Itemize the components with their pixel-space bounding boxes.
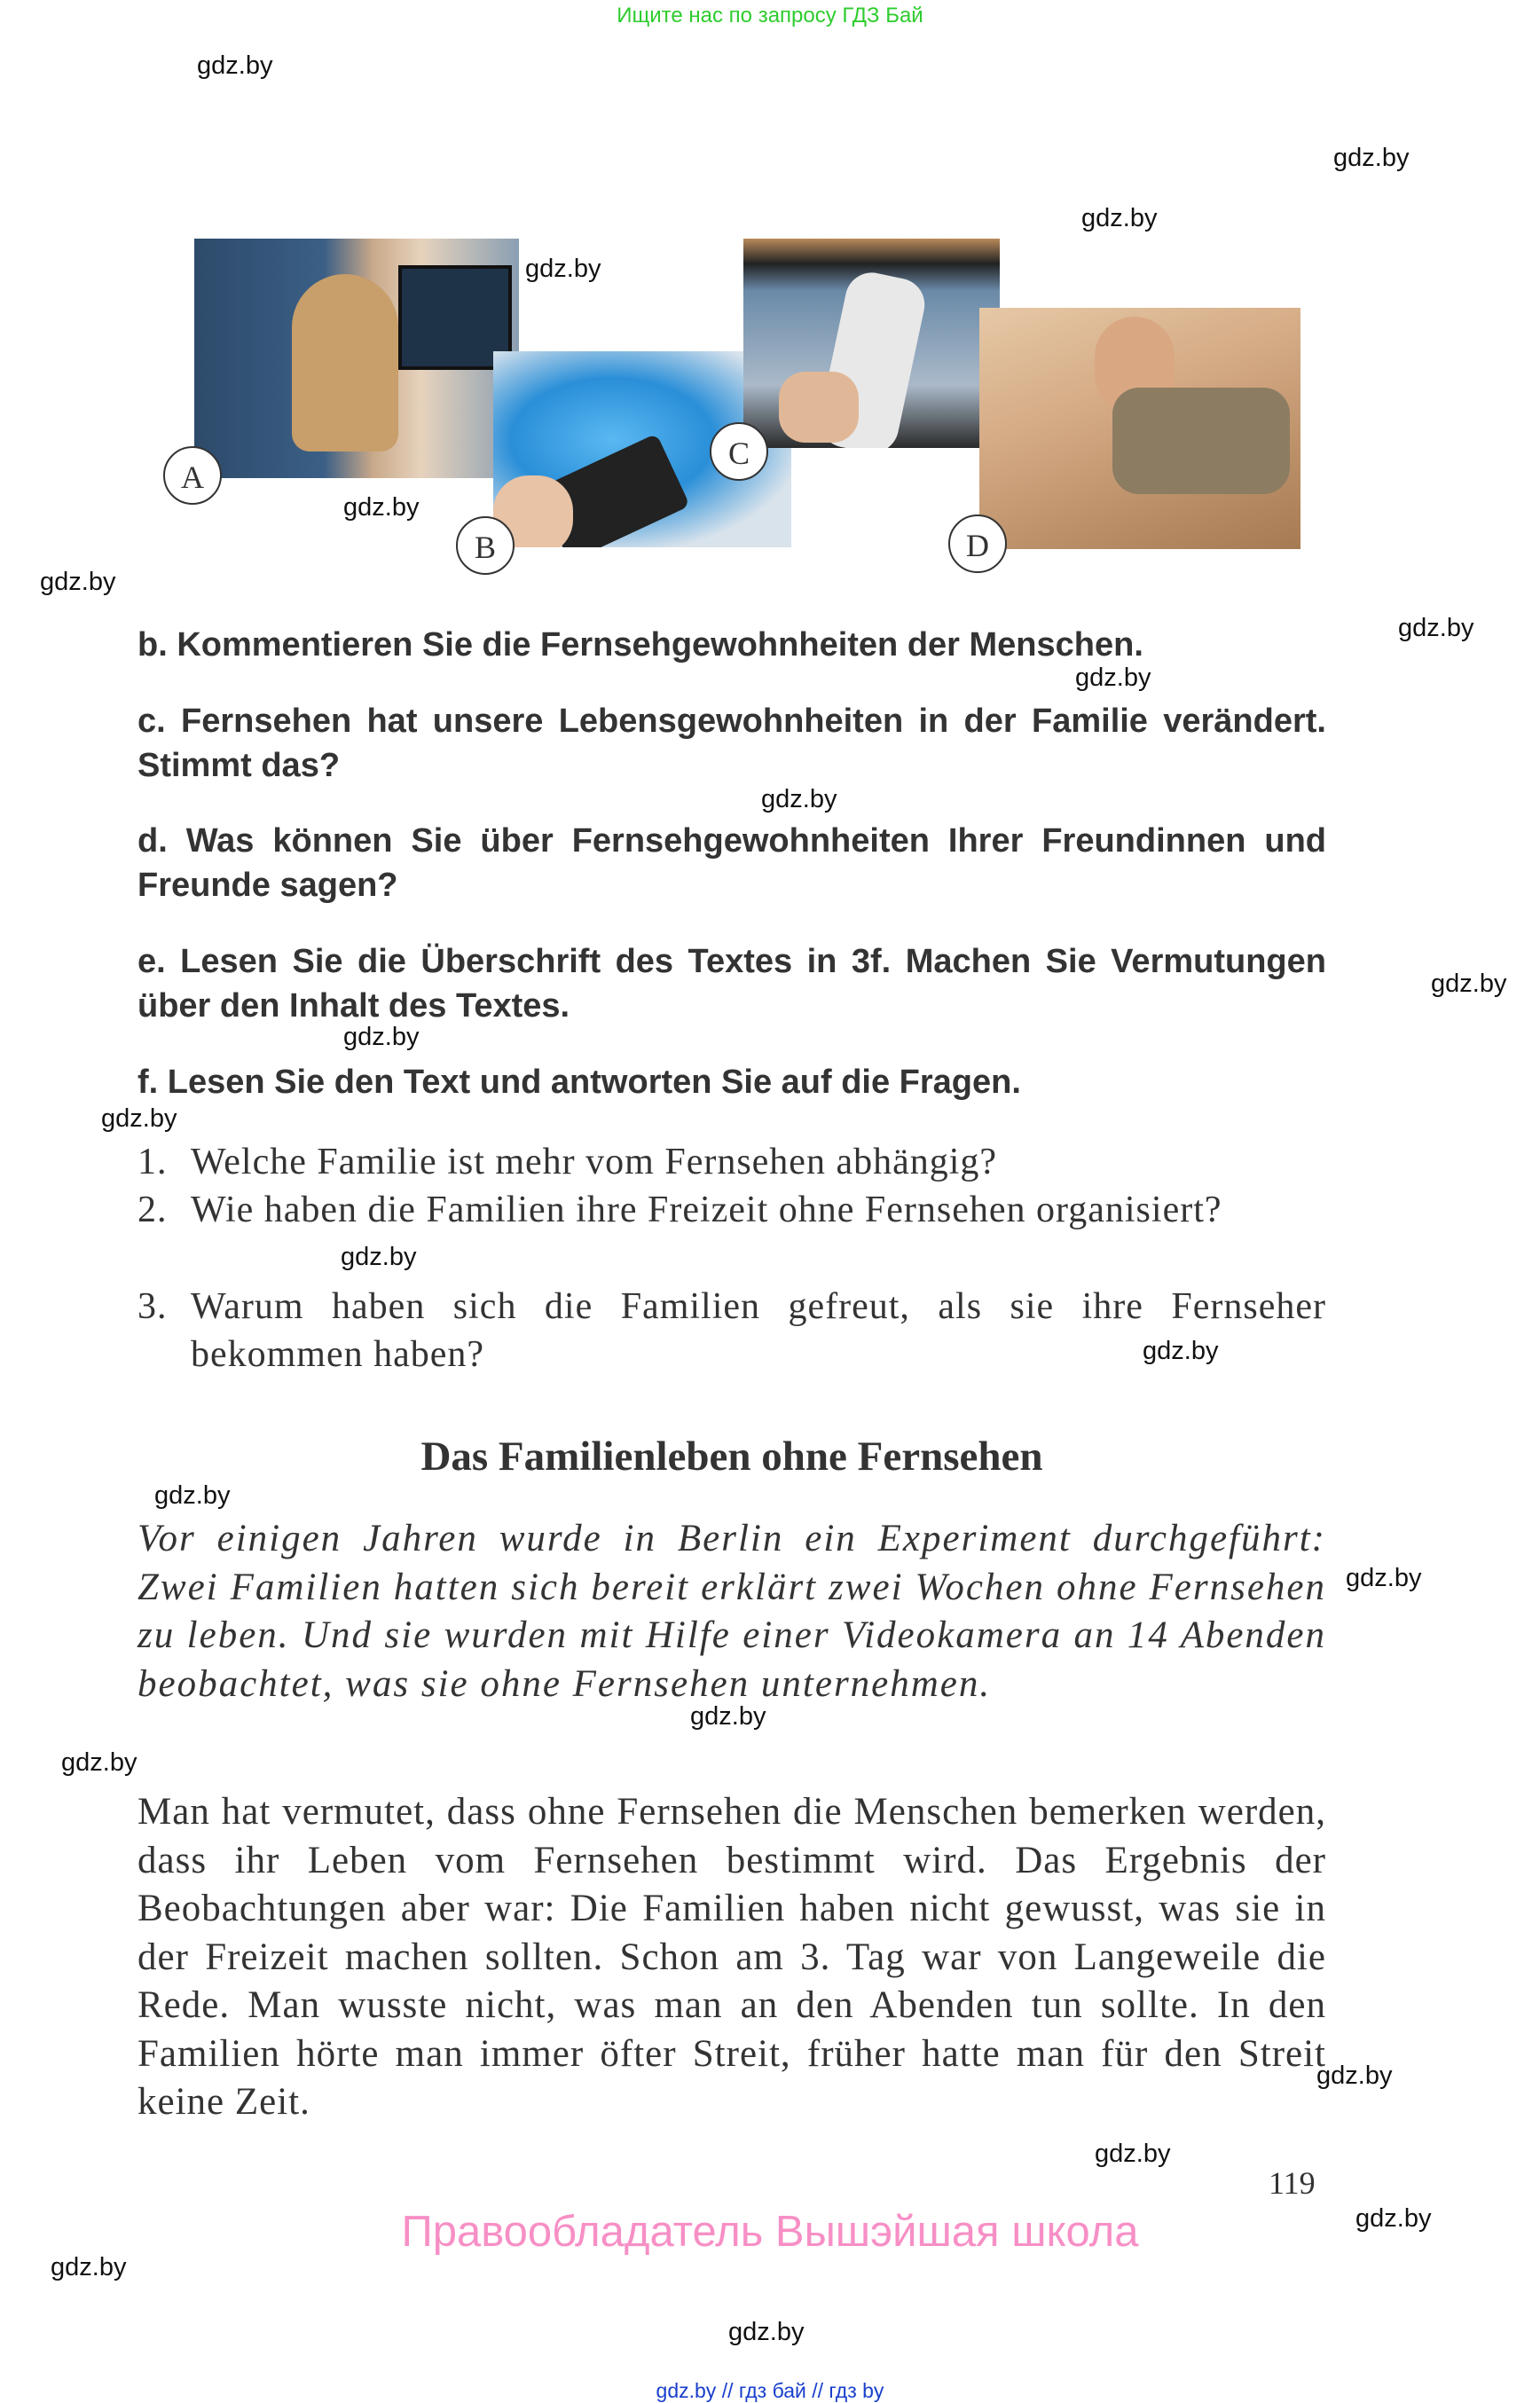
watermark: gdz.by [761, 785, 837, 813]
photo-d-man-sleeping [979, 308, 1300, 549]
image-label-a: A [163, 446, 222, 505]
watermark: gdz.by [101, 1104, 177, 1133]
watermark: gdz.by [1398, 614, 1474, 642]
footer-links[interactable]: gdz.by // гдз бай // гдз by [656, 2379, 884, 2402]
watermark: gdz.by [40, 568, 116, 596]
photo-c-tv-remote [743, 239, 1000, 448]
task-e: e. Lesen Sie die Überschrift des Textes in 3f. Machen Sie Vermutungen über den Inhalt des Textes. [138, 943, 1326, 1025]
watermark: gdz.by [61, 1748, 138, 1777]
image-label-d: D [948, 514, 1007, 573]
question-text: Wie haben die Familien ihre Freizeit ohne Fernsehen organisiert? [191, 1190, 1222, 1230]
photo-a-woman-watching-tv [194, 239, 519, 478]
watermark: gdz.by [1081, 204, 1158, 232]
question-number: 3. [138, 1286, 168, 1327]
watermark: gdz.by [1316, 2061, 1393, 2090]
watermark: gdz.by [341, 1243, 417, 1271]
task-f: f. Lesen Sie den Text und antworten Sie auf die Fragen. [138, 1064, 1021, 1101]
search-hint: Ищите нас по запросу ГДЗ Бай [617, 4, 923, 27]
watermark: gdz.by [154, 1481, 231, 1510]
watermark: gdz.by [1346, 1564, 1422, 1592]
watermark: gdz.by [1075, 664, 1151, 692]
question-2 [138, 1186, 1326, 1234]
question-number: 1. [138, 1142, 168, 1182]
watermark: gdz.by [1143, 1337, 1219, 1365]
question-number: 2. [138, 1190, 168, 1230]
watermark: gdz.by [1333, 144, 1410, 172]
copyright-notice: Правообладатель Вышэйшая школа [401, 2208, 1139, 2256]
task-c: c. Fernsehen hat unsere Lebensgewohnheiten in der Familie verändert. Stimmt das? [138, 703, 1326, 784]
question-text: Welche Familie ist mehr vom Fernsehen abhängig? [191, 1142, 998, 1182]
watermark: gdz.by [690, 1702, 766, 1731]
question-text: Warum haben sich die Familien gefreut, als sie ihre Fernseher bekommen haben? [191, 1286, 1326, 1375]
watermark: gdz.by [728, 2318, 805, 2346]
watermark: gdz.by [51, 2253, 127, 2281]
watermark: gdz.by [343, 1023, 420, 1051]
intro-paragraph: Vor einigen Jahren wurde in Berlin ein Experiment durchgeführt: Zwei Familien hatten sich bereit erklärt zwei Wochen ohne Fernsehen zu leben. Und sie wurden mit Hilfe einer Videokamera an 14 Abenden beobachtet, was sie ohne Fernsehen unternehmen. [138, 1518, 1326, 1705]
watermark: gdz.by [343, 493, 420, 522]
question-1 [138, 1138, 1326, 1186]
task-d: d. Was können Sie über Fernsehgewohnheiten Ihrer Freundinnen und Freunde sagen? [138, 822, 1326, 904]
task-b: b. Kommentieren Sie die Fernsehgewohnheiten der Menschen. [138, 626, 1143, 664]
image-label-b: B [456, 516, 515, 575]
page-number: 119 [1269, 2165, 1316, 2201]
watermark: gdz.by [1095, 2140, 1171, 2168]
image-label-c: C [710, 422, 768, 481]
watermark: gdz.by [197, 51, 273, 80]
body-paragraph: Man hat vermutet, dass ohne Fernsehen die Menschen bemerken werden, dass ihr Leben vom Fernsehen bestimmt wird. Das Ergebnis der Beobachtungen aber war: Die Familien haben nicht gewusst, was sie in der Freizeit machen sollten. Schon am 3. Tag war von Langeweile die Rede. Man wusste nicht, was man an den Abenden tun sollte. In den Familien hörte man immer öfter Streit, früher hatte man für den Streit keine Zeit. [138, 1791, 1326, 2123]
watermark: gdz.by [525, 255, 601, 283]
watermark: gdz.by [1355, 2204, 1432, 2233]
text-title: Das Familienleben ohne Fernsehen [420, 1433, 1043, 1480]
watermark: gdz.by [1431, 970, 1507, 998]
